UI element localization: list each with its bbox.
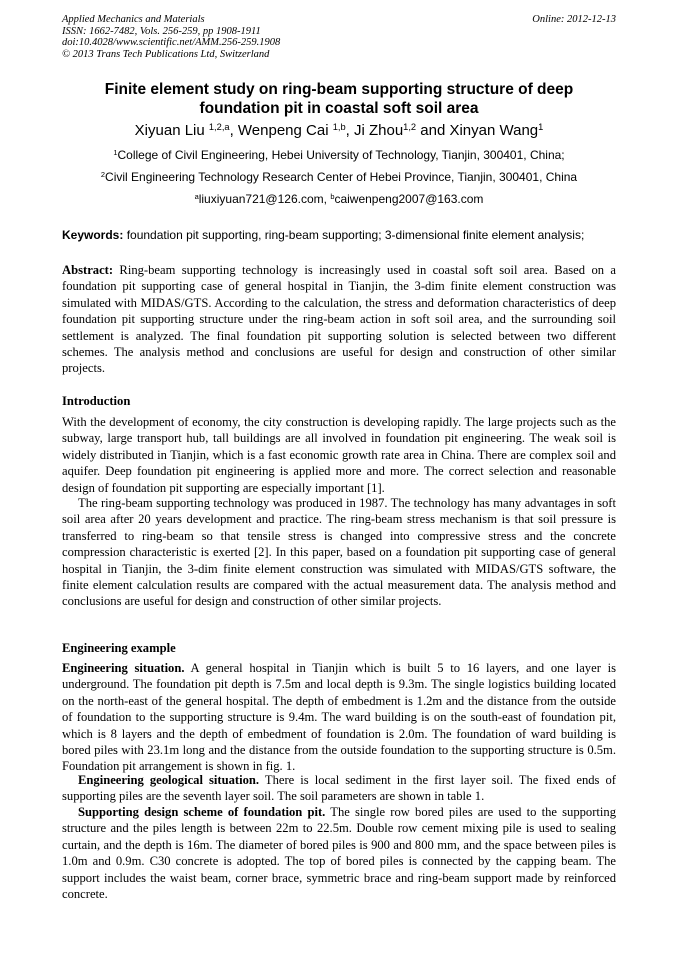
- author-affil-marker: 1: [538, 121, 544, 132]
- affiliation-2: [62, 170, 616, 184]
- email-marker: b: [330, 191, 335, 201]
- title-line-2: foundation pit in coastal soft soil area: [199, 100, 479, 117]
- engineering-situation-label: Engineering situation.: [62, 661, 185, 675]
- email-marker: a: [194, 191, 199, 201]
- supporting-design-text: The single row bored piles are used to the supporting structure and the piles length is between 22m to 22.5m. Double row cement mixing pile is used to sealing curtain, and the depth is 16m. The diameter of bored piles is 900 and 800 mm, and the space between piles is 1.0m and 0.9m. C30 concrete is adopted. The top of bored piles is connected by the capping beam. The support includes the waist beam, corner brace, symmetric brace and ring-beam support made by reinforced concrete.: [62, 805, 616, 902]
- affil-text: College of Civil Engineering, Hebei University of Technology, Tianjin, 300401, China;: [117, 148, 565, 162]
- email-line: [62, 192, 616, 206]
- abstract: [62, 262, 616, 377]
- abstract-text: Ring-beam supporting technology is increasingly used in coastal soft soil area. Based on a foundation pit supporting case of general hospital in Tianjin, the 3-dim finite element construction was simulated with MIDAS/GTS. According to the calculation, the stress and deformation characteristics of deep foundation pit supporting structure under the ring-beam action in soft soil area, and the surrounding soil settlement is analyzed. The final foundation pit supporting solution is selected between two different schemes. The analysis method and conclusions are useful for design and construction of other similar projects.: [62, 263, 616, 376]
- supporting-design-scheme: [62, 804, 616, 902]
- author-name: , Wenpeng Cai: [229, 122, 333, 139]
- doi-line: doi:10.4028/www.scientific.net/AMM.256-259.1908: [62, 37, 281, 48]
- supporting-design-label: Supporting design scheme of foundation pit.: [78, 805, 326, 819]
- geological-situation-label: Engineering geological situation.: [78, 773, 260, 787]
- geological-situation: [62, 772, 616, 805]
- introduction-heading: Introduction: [62, 394, 131, 408]
- affil-marker: 2: [100, 169, 106, 179]
- author-name: Xiyuan Liu: [134, 122, 209, 139]
- affil-marker: 1: [113, 147, 118, 157]
- introduction-paragraph-2: The ring-beam supporting technology was produced in 1987. The technology has many advantages in soft soil area after 20 years development and practice. The ring-beam stress mechanism is that soil pressure is transferred to ring-beam so that tensile stress is changed into compressive stress and the concrete compression characteristic is exerted [2]. In this paper, based on a foundation pit supporting case of general hospital in Tianjin, the 3-dim finite element construction was simulated with MIDAS/GTS software, the finite element calculation results are compared with the actual measurement data. The analysis method and conclusions are useful for design and construction of other similar projects.: [62, 496, 616, 609]
- journal-name: Applied Mechanics and Materials: [62, 14, 205, 25]
- copyright-line: © 2013 Trans Tech Publications Ltd, Switzerland: [62, 48, 270, 60]
- engineering-situation-text: A general hospital in Tianjin which is built 5 to 16 layers, and one layer is underground. The foundation pit depth is 7.5m and local depth is 9.3m. The single logistics building located on the north-east of the general hospital. The depth of embedment is 1.2m and the distance from the outside of foundation to the supporting structure is 9.4m. The ward building is on the south-east of foundation pit, which is 8 layers and the depth of embedment of foundation is 2.0m. The foundation of ward building is bored piles with 23.1m long and the distance from the outside foundation to the supporting structure is 0.5m. Foundation pit arrangement is shown in fig. 1.: [62, 661, 616, 774]
- journal-header: [62, 14, 616, 60]
- affiliation-1: [62, 148, 616, 162]
- email-b: caiwenpeng2007@163.com: [334, 192, 484, 206]
- author-list: [62, 122, 616, 140]
- paper-title: [62, 80, 616, 118]
- email-a: liuxiyuan721@126.com,: [198, 192, 331, 206]
- keywords-label: Keywords:: [62, 228, 124, 242]
- engineering-situation: [62, 660, 616, 775]
- geological-situation-text: There is local sediment in the first layer soil. The fixed ends of supporting piles are the seventh layer soil. The soil parameters are shown in table 1.: [62, 773, 616, 804]
- author-name: and Xinyan Wang: [416, 122, 539, 139]
- keywords: [62, 228, 616, 242]
- abstract-label: Abstract:: [62, 263, 114, 277]
- affil-text: Civil Engineering Technology Research Center of Hebei Province, Tianjin, 300401, China: [105, 170, 578, 184]
- author-affil-marker: 1,b: [332, 121, 346, 132]
- engineering-heading: Engineering example: [62, 641, 176, 655]
- online-date: Online: 2012-12-13: [532, 14, 616, 25]
- keywords-text: foundation pit supporting, ring-beam supporting; 3-dimensional finite element analysis;: [123, 228, 585, 242]
- issn-line: ISSN: 1662-7482, Vols. 256-259, pp 1908-1911: [62, 25, 261, 37]
- author-affil-marker: 1,2: [403, 121, 417, 132]
- author-name: , Ji Zhou: [345, 122, 404, 139]
- author-affil-marker: 1,2,a: [208, 121, 230, 132]
- title-line-1: Finite element study on ring-beam supporting structure of deep: [104, 81, 574, 98]
- introduction-paragraph-1: With the development of economy, the city construction is developing rapidly. The large projects such as the subway, large transport hub, tall buildings are all involved in foundation pit engineering. The weak soil is widely distributed in Tianjin, which is a fast economic growth rate area in China. There are complex soil and aquifer. Deep foundation pit engineering is applied more and more. The correct selection and reasonable design of foundation pit supporting are especially important [1].: [62, 415, 616, 495]
